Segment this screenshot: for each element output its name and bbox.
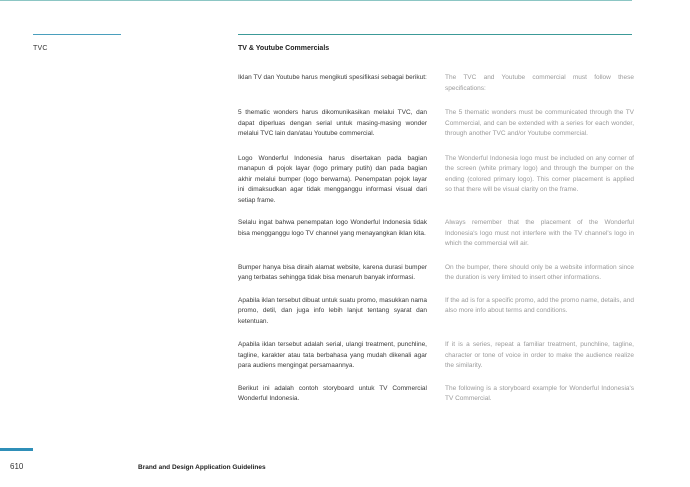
footer-accent-bar [0, 448, 33, 451]
footer-document-title: Brand and Design Application Guidelines [138, 464, 266, 471]
footer-rule [0, 0, 632, 1]
paragraph-english: The TVC and Youtube commercial must follow these specifications: [445, 74, 634, 92]
page-number: 610 [10, 462, 24, 471]
paragraph-indonesian: Berikut ini adalah contoh storyboard untuk TV Commercial Wonderful Indonesia. [238, 384, 427, 402]
bilingual-content [238, 73, 634, 405]
paragraph-row [238, 154, 634, 207]
paragraph-indonesian: Apabila iklan tersebut dibuat untuk suatu promo, masukkan nama promo, detil, dan juga info lebih lanjut tentang syarat dan ketentuan. [238, 296, 427, 325]
paragraph-indonesian: Iklan TV dan Youtube harus mengikuti spesifikasi sebagai berikut: [238, 74, 427, 81]
paragraph-row [238, 340, 634, 372]
paragraph-english: The 5 thematic wonders must be communicated through the TV Commercial, and can be extended with a series for each wonder, through another TVC and/or Youtube commercial. [445, 109, 634, 137]
paragraph-english: Always remember that the placement of the Wonderful Indonesia's logo must not interfere with the TV channel's logo in which the commercial will air. [445, 219, 634, 247]
paragraph-english: If it is a series, repeat a familiar treatment, punchline, tagline, character or tone of voice in order to make the audience realize the similarity. [445, 341, 634, 369]
paragraph-indonesian: Selalu ingat bahwa penempatan logo Wonderful Indonesia tidak bisa mengganggu logo TV channel yang menayangkan iklan kita. [238, 219, 427, 237]
paragraph-row [238, 384, 634, 405]
paragraph-indonesian: Bumper hanya bisa diraih alamat website, karena durasi bumper yang terbatas sehingga tidak bisa menaruh banyak informasi. [238, 263, 427, 281]
paragraph-row [238, 218, 634, 250]
section-label: TVC [33, 45, 48, 52]
paragraph-english: If the ad is for a specific promo, add the promo name, details, and also more info about terms and conditions. [445, 296, 634, 314]
page-title: TV & Youtube Commercials [238, 45, 330, 52]
paragraph-indonesian: 5 thematic wonders harus dikomunikasikan melalui TVC, dan dapat diperluas dengan serial untuk masing-masing wonder melalui TVC lain dan/atau Youtube commercial. [238, 109, 427, 137]
header-left-rule [33, 34, 121, 35]
paragraph-english: On the bumper, there should only be a website information since the duration is very limited to insert other informations. [445, 263, 634, 281]
header-main-rule [238, 34, 632, 35]
paragraph-row [238, 108, 634, 140]
paragraph-row [238, 73, 634, 94]
paragraph-row [238, 263, 634, 284]
paragraph-english: The following is a storyboard example for Wonderful Indonesia's TV Commercial. [445, 384, 634, 402]
paragraph-indonesian: Logo Wonderful Indonesia harus disertakan pada bagian manapun di pojok layar (logo primary putih) dan pada bagian akhir melalui bumper (logo berwarna). Penempatan pojok layar ini dimaksudkan agar tidak mengganggu informasi visual dari setiap frame. [238, 154, 427, 204]
paragraph-indonesian: Apabila iklan tersebut adalah serial, ulangi treatment, punchline, tagline, karakter atau tata berbahasa yang mudah dikenali agar para audiens mengingat persamaannya. [238, 341, 427, 369]
paragraph-english: The Wonderful Indonesia logo must be included on any corner of the screen (white primary logo) and through the bumper on the ending (colored primary logo). This corner placement is applied so that there will be visual clarity on the frame. [445, 154, 634, 193]
paragraph-row [238, 296, 634, 328]
